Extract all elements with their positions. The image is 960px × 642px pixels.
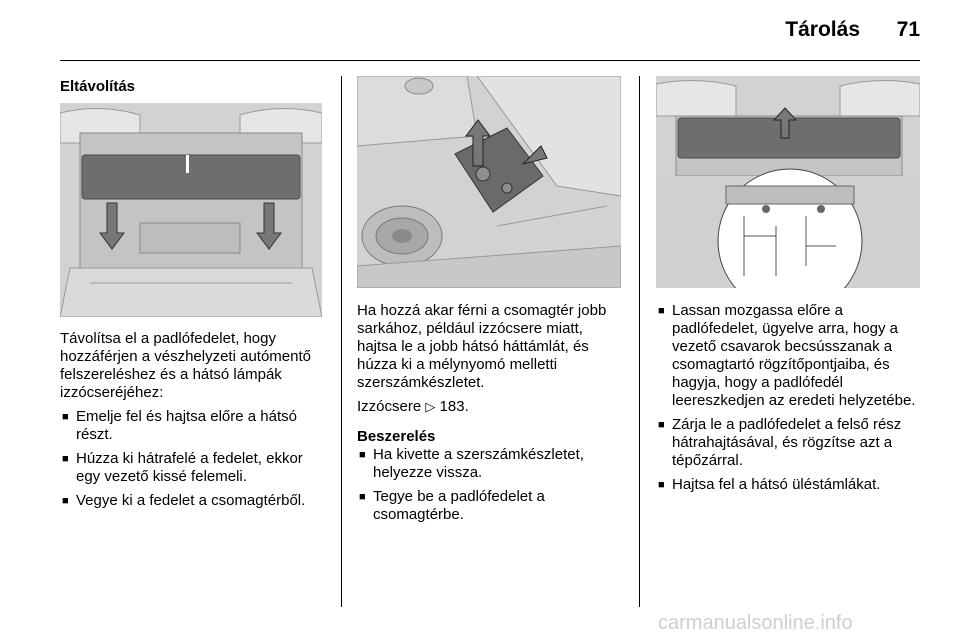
illustration-toolkit-subwoofer: [357, 76, 621, 288]
bullet-marker: ■: [62, 453, 69, 465]
toolkit-paragraph: Ha hozzá akar férni a csomagtér jobb sarkához, például izzócsere miatt, hajtsa le a jobb hátsó háttámlát, és húzza ki a mélynyomó melletti szerszámkészletet.: [357, 302, 607, 391]
intro-paragraph: Távolítsa el a padlófedelet, hogy hozzáférjen a vészhelyzeti autómentő felszereléshez és a hátsó lámpák izzócseréjéhez:: [60, 330, 311, 401]
bullet-marker: ■: [658, 305, 665, 317]
list-item: ■ Tegye be a padlófedelet a csomagtérbe.: [359, 488, 545, 523]
list-item: ■ Hajtsa fel a hátsó üléstámlákat.: [658, 476, 881, 493]
page-number: 71: [896, 18, 920, 41]
list-item: ■ Lassan mozgassa előre a padlófedelet, ügyelve arra, hogy a vezető csavarok becsússzanak a csomagtartó rögzítőpontjaiba, és hagyja, hogy a padlófedél leereszkedjen az eredeti helyzetébe.: [658, 302, 916, 409]
column-divider-1: [341, 76, 342, 607]
illustration-floor-cover-installation: [656, 76, 920, 288]
reference-page-link[interactable]: 183.: [439, 398, 469, 415]
list-item: ■ Zárja le a padlófedelet a felső rész hátrahajtásával, és rögzítse azt a tépőzárral.: [658, 416, 902, 469]
list-item: ■ Vegye ki a fedelet a csomagtérből.: [62, 492, 306, 509]
column-divider-2: [639, 76, 640, 607]
watermark: carmanualsonline.info: [658, 612, 853, 634]
bullet-marker: ■: [359, 449, 366, 461]
section-heading-installation: Beszerelés: [357, 428, 436, 445]
list-item: ■ Húzza ki hátrafelé a fedelet, ekkor egy vezető kissé felemeli.: [62, 450, 303, 485]
cross-reference: Izzócsere ▷ 183.: [357, 398, 469, 415]
bullet-marker: ■: [62, 495, 69, 507]
page-section-title: Tárolás: [785, 18, 860, 41]
list-item: ■ Ha kivette a szerszámkészletet, helyezze vissza.: [359, 446, 584, 481]
section-heading-removal: Eltávolítás: [60, 78, 136, 95]
column-3-text: [656, 302, 924, 494]
header-rule: [60, 60, 920, 61]
bullet-marker: ■: [658, 479, 665, 491]
bullet-marker: ■: [359, 491, 366, 503]
column-2-text: [357, 302, 627, 524]
bullet-marker: ■: [658, 419, 665, 431]
column-1-text: [60, 330, 328, 510]
illustration-floor-cover-removal: [60, 103, 322, 317]
reference-arrow-icon: ▷: [425, 399, 436, 414]
list-item: ■ Emelje fel és hajtsa előre a hátsó részt.: [62, 408, 297, 443]
bullet-marker: ■: [62, 411, 69, 423]
